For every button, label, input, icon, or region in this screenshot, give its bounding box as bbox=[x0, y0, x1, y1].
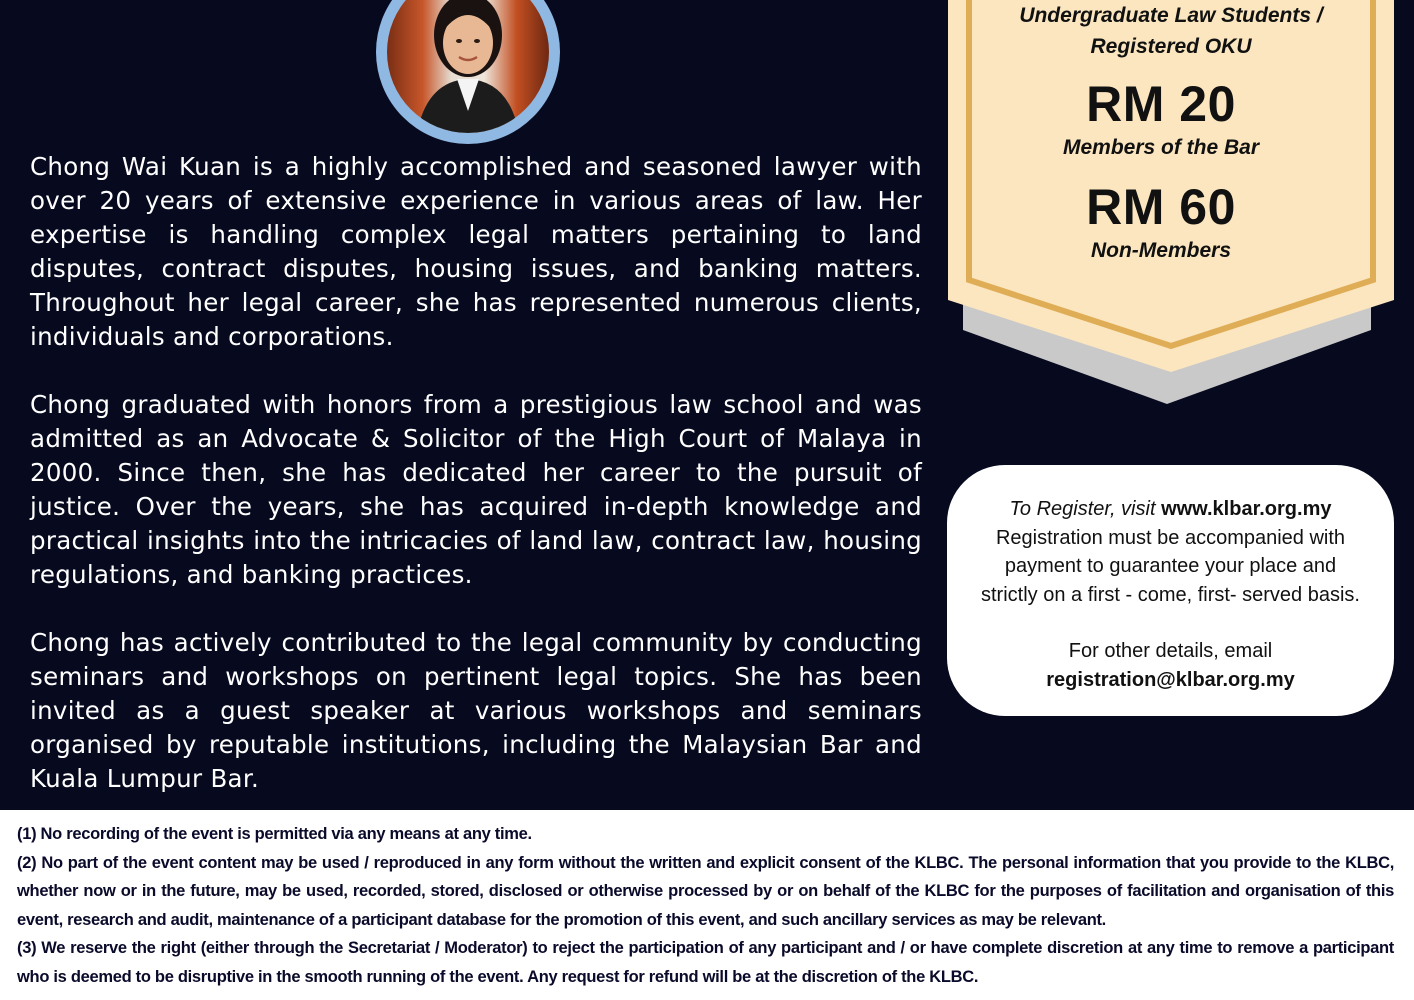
audience-non-members: Non-Members bbox=[1090, 239, 1232, 262]
audience-students: Undergraduate Law Students / bbox=[1019, 4, 1323, 27]
register-visit-prefix: To Register, visit bbox=[1009, 498, 1162, 520]
pricing-text bbox=[945, 0, 1397, 266]
terms-notice bbox=[0, 810, 1414, 1000]
speaker-bio bbox=[30, 150, 922, 830]
register-url-link[interactable]: www.klbar.org.my bbox=[1161, 498, 1332, 520]
register-line-2: Registration must be accompanied with bbox=[995, 526, 1346, 549]
email-link[interactable] bbox=[947, 666, 1394, 695]
bio-paragraph-1: Chong Wai Kuan is a highly accomplished and seasoned lawyer with over 20 years of extensive experience in various areas of law. Her expertise is handling complex legal matters pertaining to land disputes, contract disputes, housing issues, and banking matters. Throughout her legal career, she has represented numerous clients, individuals and corporations. bbox=[30, 152, 922, 351]
email-address[interactable]: registration@klbar.org.my bbox=[1046, 668, 1295, 691]
notice-1: (1) No recording of the event is permitted via any means at any time. bbox=[17, 825, 532, 843]
speaker-portrait-icon bbox=[387, 0, 549, 133]
bio-paragraph-3: Chong has actively contributed to the legal community by conducting seminars and workshops on pertinent legal topics. She has been invited as a guest speaker at various workshops and seminars organised by reputable institutions, including the Malaysian Bar and Kuala Lumpur Bar. bbox=[30, 628, 922, 793]
audience-oku: Registered OKU bbox=[1090, 35, 1252, 58]
speaker-photo-image bbox=[387, 0, 549, 133]
email-prefix: For other details, email bbox=[1068, 640, 1273, 663]
registration-box bbox=[947, 465, 1394, 716]
register-line-4: strictly on a first - come, first- served basis. bbox=[981, 583, 1360, 606]
bio-paragraph-2: Chong graduated with honors from a prestigious law school and was admitted as an Advocate & Solicitor of the High Court of Malaya in 2000. Since then, she has dedicated her career to the pursuit of justice. Over the years, she has acquired in-depth knowledge and practical insights into the intricacies of land law, contract law, housing regulations, and banking practices. bbox=[30, 390, 922, 589]
notice-2: (2) No part of the event content may be used / reproduced in any form without the written and explicit consent of the KLBC. The personal information that you provide to the KLBC, whether now or in the future, may be used, recorded, stored, disclosed or otherwise processed by or on behalf of the KLBC for the purposes of facilitation and organisation of this event, research and audit, maintenance of a participant database for the promotion of this event, and such ancillary services as may be relevant. bbox=[17, 853, 1394, 929]
notice-3: (3) We reserve the right (either through the Secretariat / Moderator) to reject the participation of any participant and / or have complete discretion at any time to remove a participant who is deemed to be disruptive in the smooth running of the event. Any request for refund will be at the discretion of the KLBC. bbox=[17, 939, 1394, 986]
price-non-members: RM 60 bbox=[1086, 179, 1236, 235]
audience-members: Members of the Bar bbox=[1062, 136, 1260, 159]
price-members: RM 20 bbox=[1086, 76, 1236, 132]
speaker-photo bbox=[376, 0, 560, 144]
register-line-3: payment to guarantee your place and bbox=[1004, 555, 1337, 578]
register-visit-line bbox=[947, 495, 1394, 524]
